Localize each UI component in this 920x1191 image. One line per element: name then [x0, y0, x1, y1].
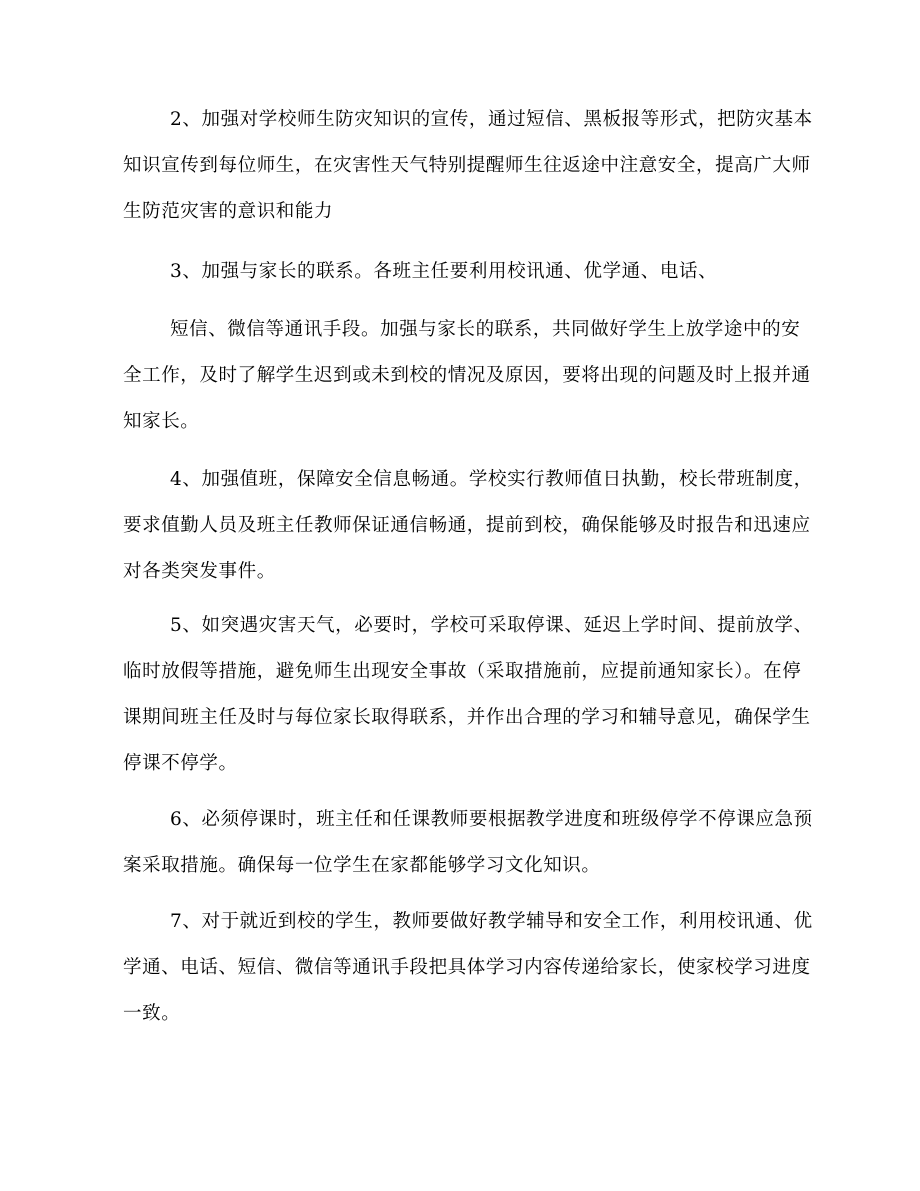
paragraph-6	[123, 797, 813, 889]
paragraph-line: 7、对于就近到校的学生，教师要做好教学辅导和安全工作，利用校讯通、优	[170, 911, 813, 932]
paragraph-line: 全工作，及时了解学生迟到或未到校的情况及原因，要将出现的问题及时上报并通	[123, 365, 811, 386]
paragraph-line: 知识宣传到每位师生，在灾害性天气特别提醒师生往返途中注意安全，提高广大师	[123, 155, 811, 176]
paragraph-line: 6、必须停课时，班主任和任课教师要根据教学进度和班级停学不停课应急预	[170, 809, 813, 830]
paragraph-7	[123, 899, 813, 1037]
paragraph-line: 学通、电话、短信、微信等通讯手段把具体学习内容传递给家长，使家校学习进度	[123, 957, 811, 978]
paragraph-line: 3、加强与家长的联系。各班主任要利用校讯通、优学通、电话、	[170, 261, 718, 282]
paragraph-line: 一致。	[123, 1003, 181, 1024]
paragraph-3-heading	[123, 249, 799, 295]
paragraph-line: 要求值勤人员及班主任教师保证通信畅通，提前到校，确保能够及时报告和迅速应	[123, 515, 811, 536]
paragraph-line: 2、加强对学校师生防灾知识的宣传，通过短信、黑板报等形式，把防灾基本	[170, 109, 813, 130]
paragraph-4	[123, 457, 813, 595]
paragraph-2	[123, 97, 813, 235]
paragraph-line: 短信、微信等通讯手段。加强与家长的联系，共同做好学生上放学途中的安	[170, 319, 801, 340]
paragraph-3-body	[123, 307, 811, 445]
paragraph-5	[123, 603, 813, 787]
paragraph-line: 课期间班主任及时与每位家长取得联系，并作出合理的学习和辅导意见，确保学生	[123, 707, 811, 728]
paragraph-line: 知家长。	[123, 411, 200, 432]
paragraph-line: 生防范灾害的意识和能力	[123, 201, 334, 222]
paragraph-line: 案采取措施。确保每一位学生在家都能够学习文化知识。	[123, 855, 601, 876]
paragraph-line: 5、如突遇灾害天气，必要时，学校可采取停课、延迟上学时间、提前放学、	[170, 615, 813, 636]
paragraph-line: 停课不停学。	[123, 753, 238, 774]
paragraph-line: 对各类突发事件。	[123, 561, 276, 582]
paragraph-line: 临时放假等措施，避免师生出现安全事故（采取措施前，应提前通知家长）。在停	[123, 661, 802, 682]
paragraph-line: 4、加强值班，保障安全信息畅通。学校实行教师值日执勤，校长带班制度，	[170, 469, 813, 490]
